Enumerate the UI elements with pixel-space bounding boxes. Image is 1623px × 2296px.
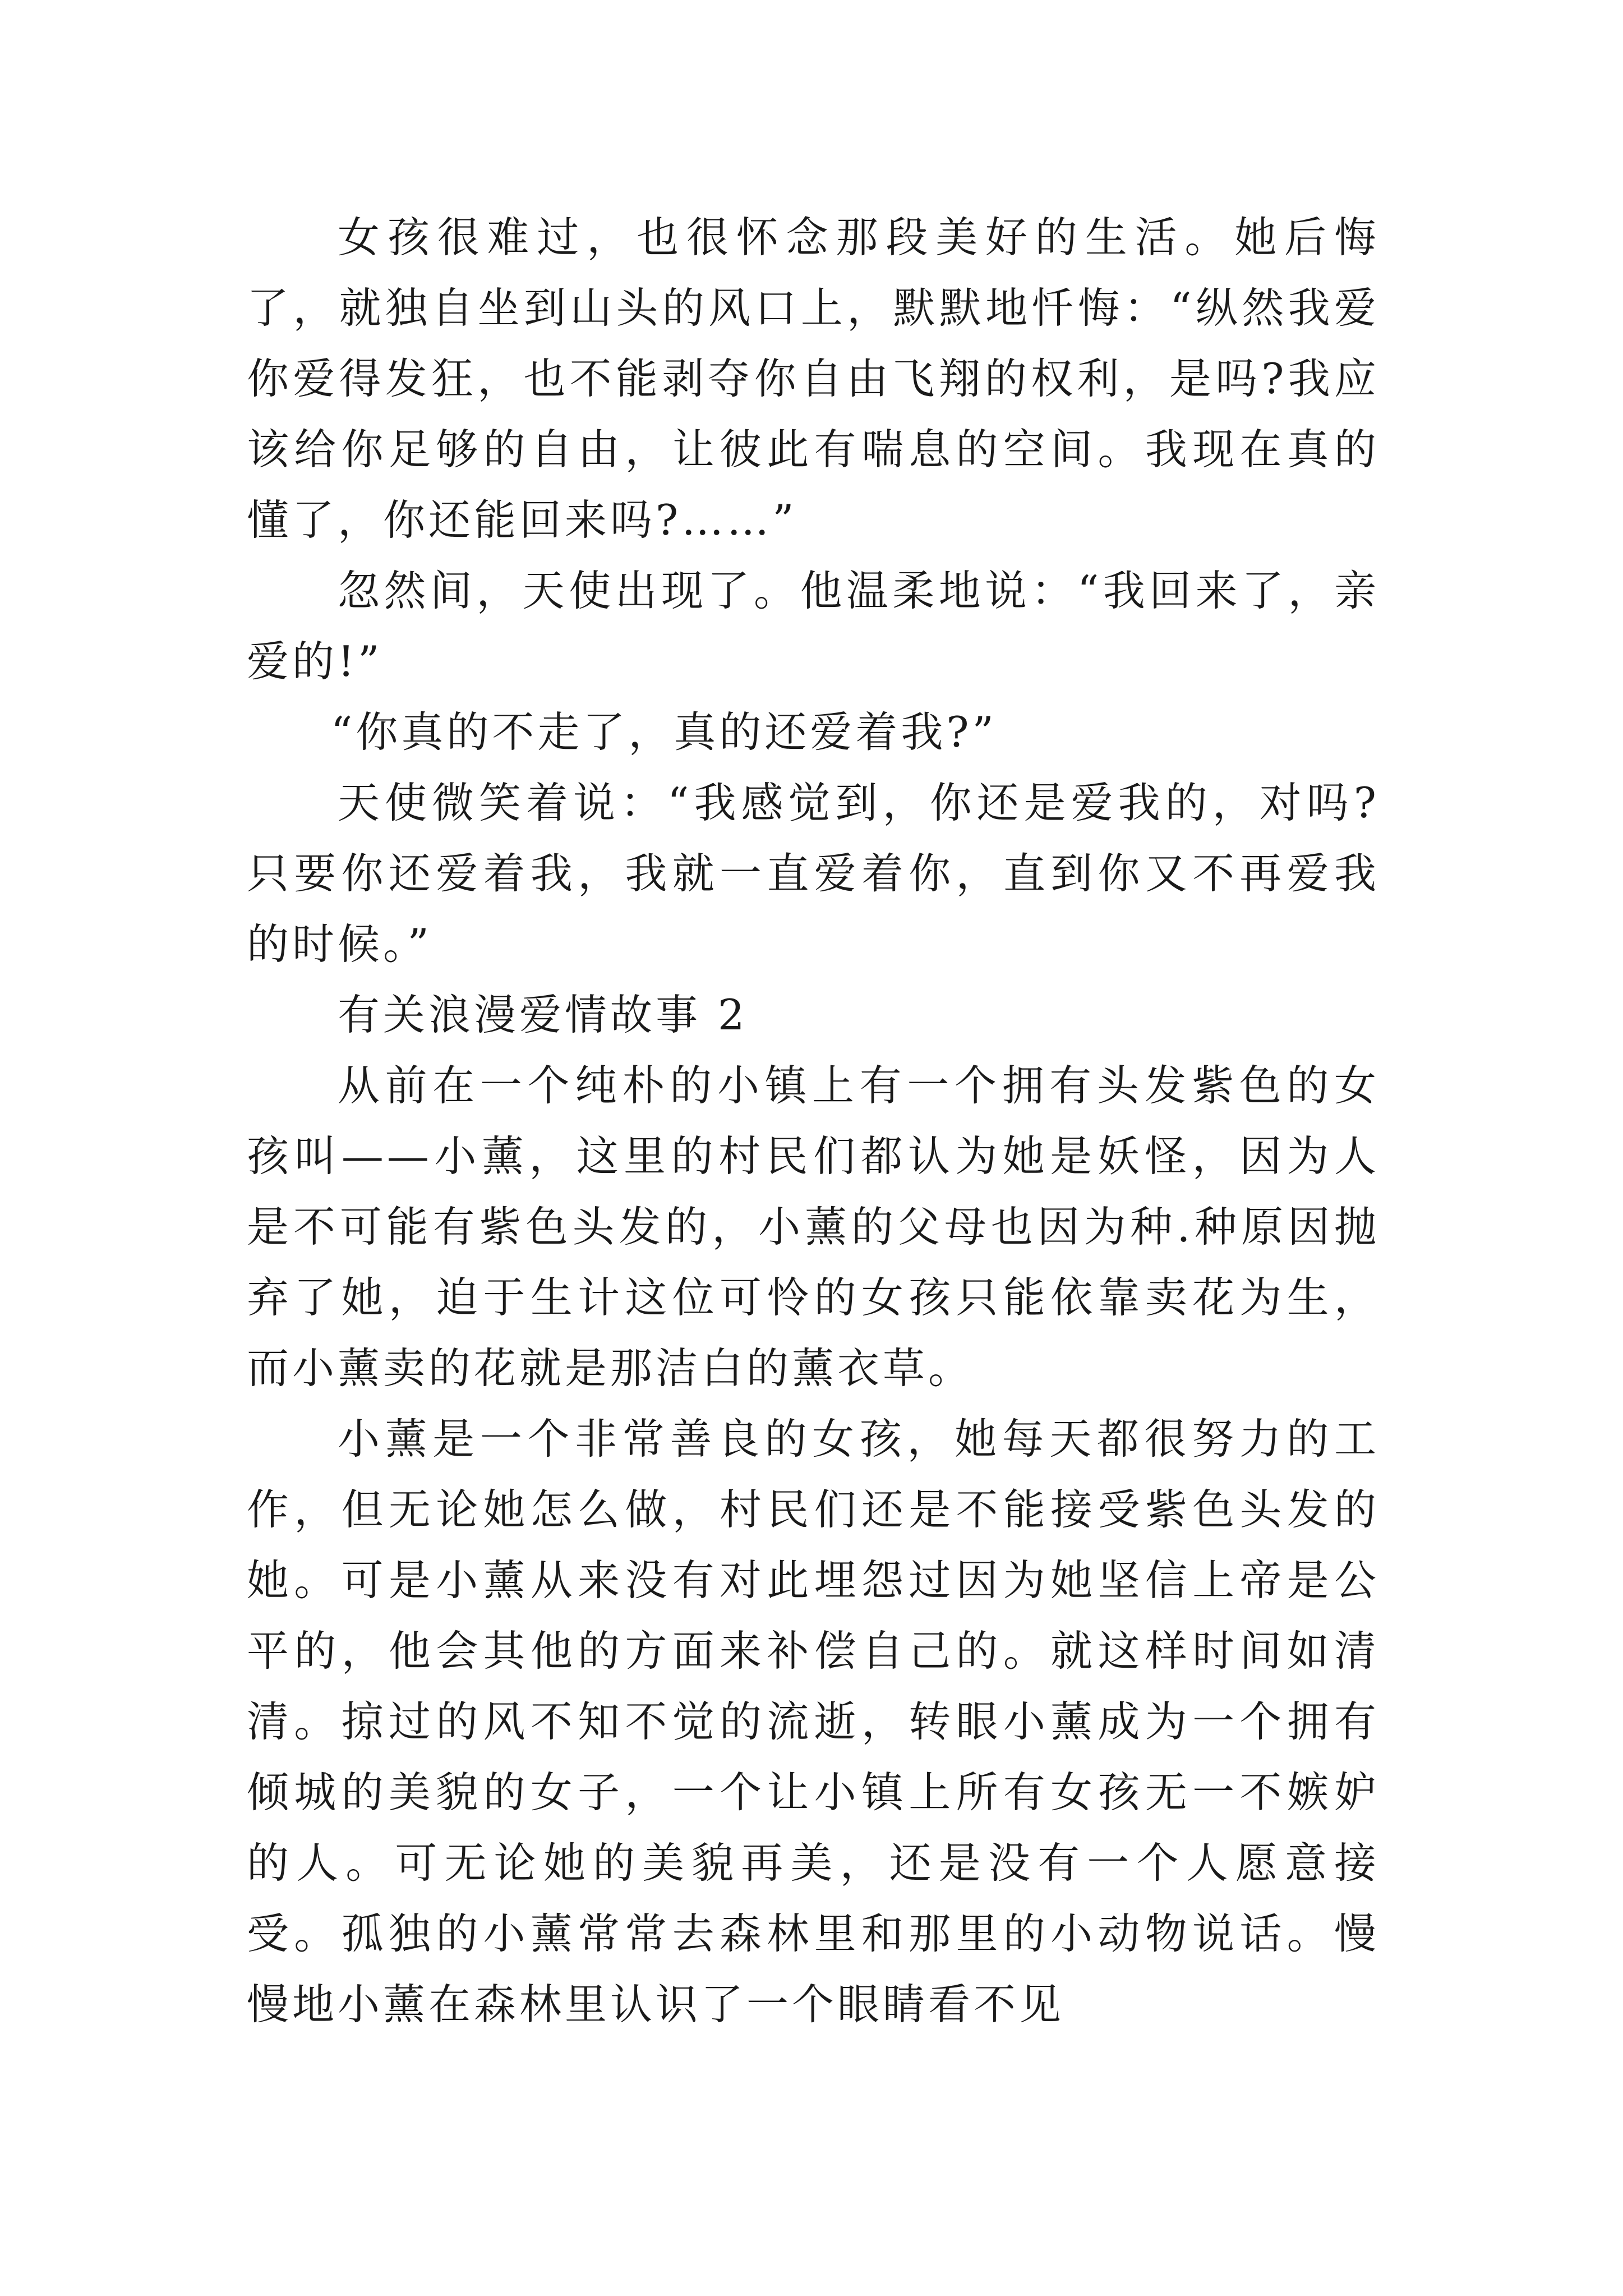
paragraph-xiaoxun-life: 小薰是一个非常善良的女孩，她每天都很努力的工作，但无论她怎么做，村民们还是不能接受紫色头发的她。可是小薰从来没有对此埋怨过因为她坚信上帝是公平的，他会其他的方面来补偿自己的。就这样时间如清清。掠过的风不知不觉的流逝，转眼小薰成为一个拥有倾城的美貌的女子，一个让小镇上所有女孩无一不嫉妒的人。可无论她的美貌再美，还是没有一个人愿意接受。孤独的小薰常常去森林里和那里的小动物说话。慢慢地小薰在森林里认识了一个眼睛看不见 — [247, 1414, 1380, 2029]
paragraph-angel-returns: 忽然间，天使出现了。他温柔地说：“我回来了，亲爱的!” — [247, 566, 1380, 686]
paragraph-angel-answer: 天使微笑着说：“我感觉到，你还是爱我的，对吗?只要你还爱着我，我就一直爱着你，直到你又不再爱我的时候。” — [247, 778, 1380, 969]
paragraph-xiaoxun-intro: 从前在一个纯朴的小镇上有一个拥有头发紫色的女孩叫——小薰，这里的村民们都认为她是妖怪，因为人是不可能有紫色头发的，小薰的父母也因为种.种原因抛弃了她，迫于生计这位可怜的女孩只能依靠卖花为生，而小薰卖的花就是那洁白的薰衣草。 — [247, 1061, 1380, 1393]
paragraph-repentance: 女孩很难过，也很怀念那段美好的生活。她后悔了，就独自坐到山头的风口上，默默地忏悔：“纵然我爱你爱得发狂，也不能剥夺你自由飞翔的权利，是吗?我应该给你足够的自由，让彼此有喘息的空间。我现在真的懂了，你还能回来吗?……” — [247, 213, 1380, 545]
body-text — [247, 202, 1380, 2040]
paragraph-question: “你真的不走了，真的还爱着我?” — [331, 707, 997, 757]
story-heading: 有关浪漫爱情故事 2 — [338, 990, 748, 1039]
